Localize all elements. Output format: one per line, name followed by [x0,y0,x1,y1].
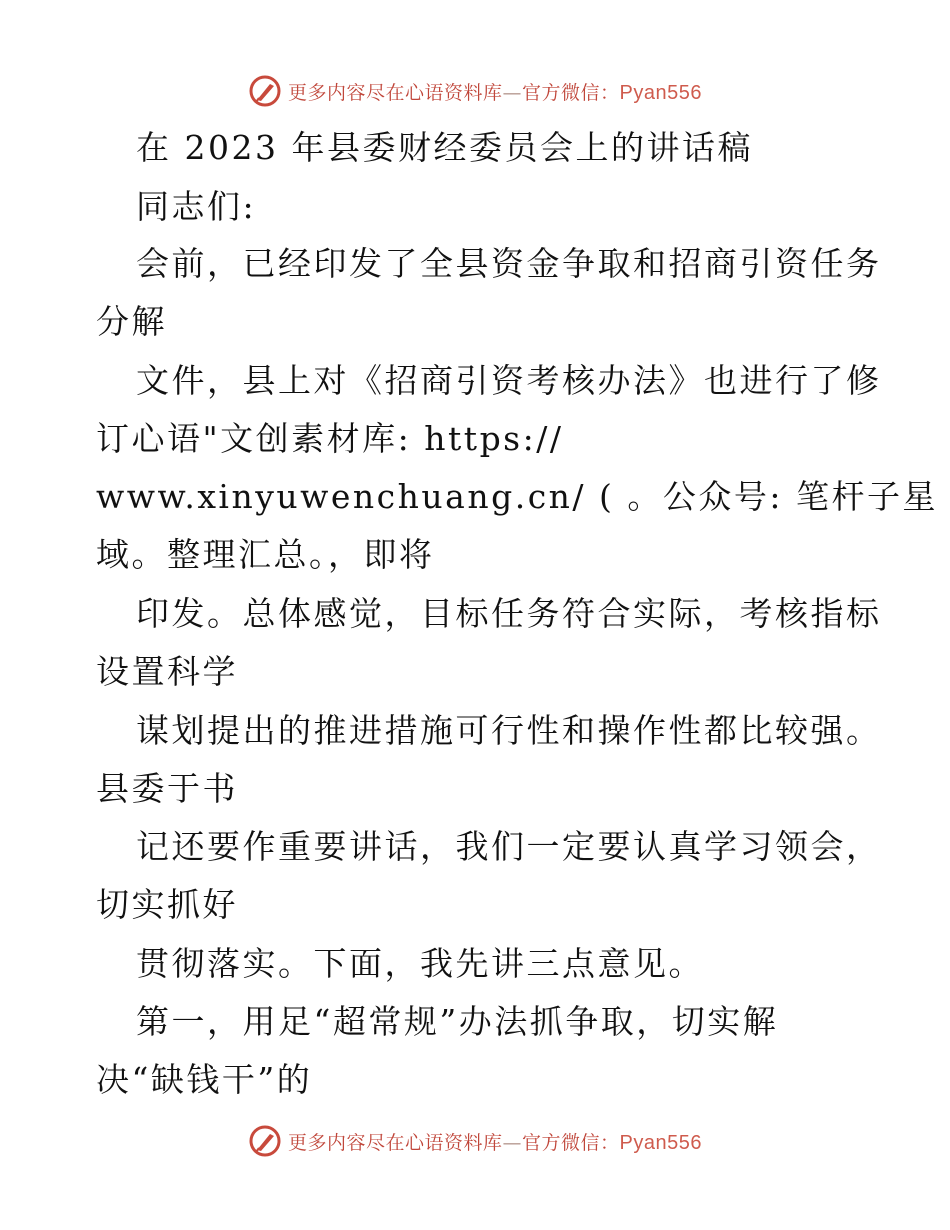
document-title: 在 2023 年县委财经委员会上的讲话稿 [136,128,753,167]
paragraph-line: 贯彻落实。下面，我先讲三点意见。 [136,944,704,983]
watermark-cn-text: 更多内容尽在心语资料库 [288,1131,503,1154]
quill-logo-icon [248,1124,282,1158]
paragraph-line: 第一，用足“超常规”办法抓争取，切实解 [136,1002,779,1041]
paragraph-line: 切实抓好 [96,885,238,924]
footer-watermark [0,1121,950,1161]
paragraph-line: 决“缺钱干”的 [96,1060,313,1099]
watermark-dash: — [502,1131,523,1154]
watermark-cn-text: 更多内容尽在心语资料库 [288,81,503,104]
paragraph-line: 记还要作重要讲话，我们一定要认真学习领会， [136,827,882,866]
watermark-dash: — [502,81,523,104]
paragraph-line: 设置科学 [96,652,238,691]
watermark-text [288,1128,702,1155]
paragraph-line: 分解 [96,302,167,341]
paragraph-line: www.xinyuwenchuang.cn/ ( 。公众号: 笔杆子星 [96,477,939,516]
watermark-wechat-id: Pyan556 [619,1131,702,1154]
paragraph-line: 印发。总体感觉，目标任务符合实际，考核指标 [136,594,882,633]
watermark-wechat-id: Pyan556 [619,81,702,104]
paragraph-line: 会前，已经印发了全县资金争取和招商引资任务 [136,244,882,283]
watermark-official-label: 官方微信： [522,81,620,104]
paragraph-line: 订心语"文创素材库: https:// [96,419,564,458]
paragraph-line: 县委于书 [96,769,238,808]
paragraph-line: 文件，县上对《招商引资考核办法》也进行了修 [136,361,882,400]
paragraph-line: 域。整理汇总。，即将 [96,535,435,574]
paragraph-line: 谋划提出的推进措施可行性和操作性都比较强。 [136,711,882,750]
salutation: 同志们: [136,187,257,226]
watermark-official-label: 官方微信： [522,1131,620,1154]
